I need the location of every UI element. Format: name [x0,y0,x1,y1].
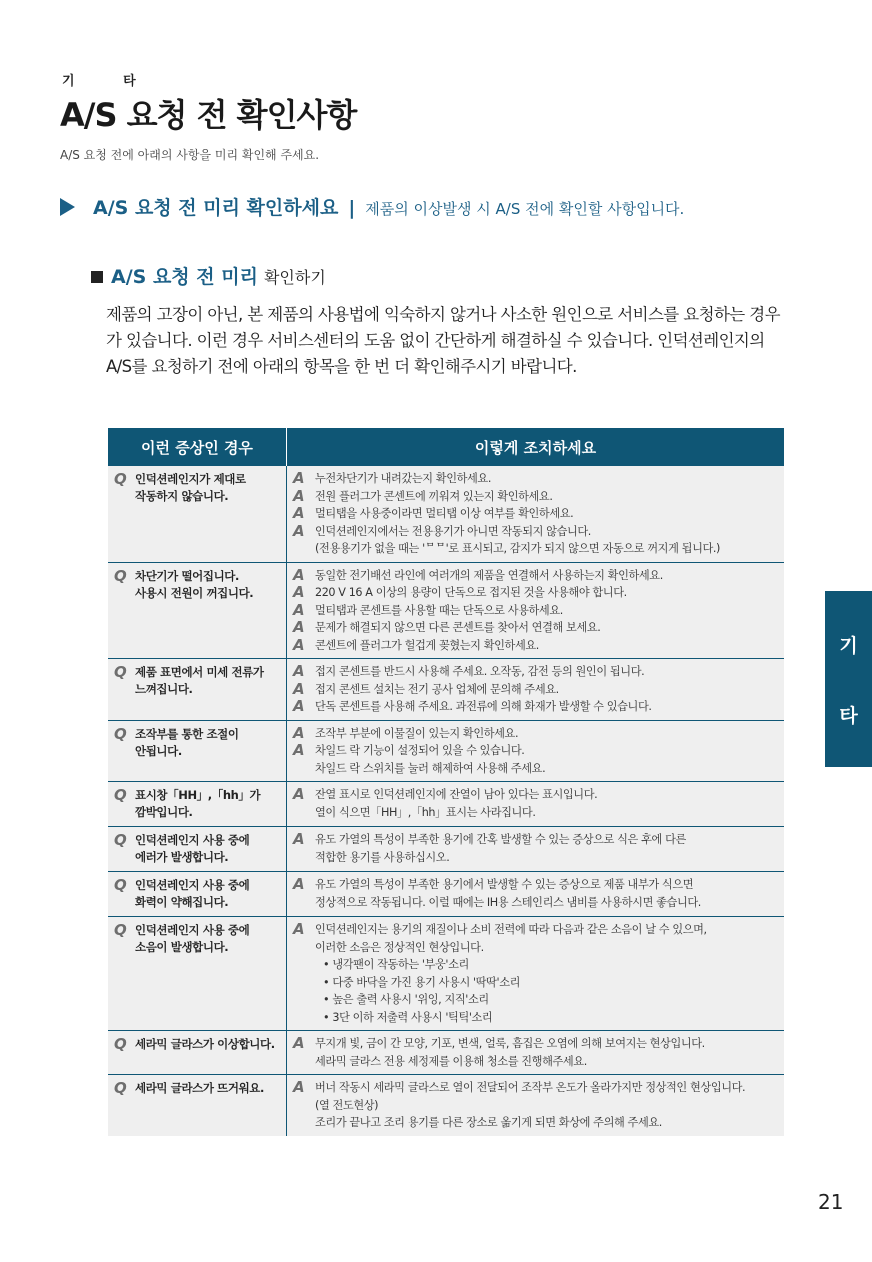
symptom-cell [108,1031,287,1074]
table-row [108,658,784,720]
answer-icon: A [293,600,305,619]
action-text: 잔열 표시로 인덕션레인지에 잔열이 남아 있다는 표시입니다. [315,788,598,801]
answer-icon: A [293,920,305,938]
answer-icon: A [293,618,305,636]
symptom-line: 인덕션레인지 사용 중에 [135,923,250,937]
symptom-line: 소음이 발생합니다. [135,940,229,954]
action-text: 전원 플러그가 콘센트에 끼워져 있는지 확인하세요. [315,489,553,503]
answer-icon: A [293,504,305,522]
action-item [293,602,780,620]
subsection-title-rest: 확인하기 [263,268,326,287]
action-item [293,921,780,939]
action-continuation: 적합한 용기를 사용하십시오. [315,850,450,864]
symptom-line: 인덕션레인지 사용 중에 [135,833,250,847]
question-icon: Q [114,786,127,804]
action-bullet: • 다중 바닥을 가진 용기 사용시 '딱딱'소리 [323,975,521,989]
action-cell [287,917,784,1030]
action-item [293,1079,780,1097]
action-cell [287,659,784,720]
action-text: 문제가 해결되지 않으면 다른 콘센트를 찾아서 연결해 보세요. [315,621,601,634]
action-item [293,619,780,637]
action-cell [287,721,784,782]
action-continuation: 조리가 끝나고 조리 용기를 다른 장소로 옮기게 되면 화상에 주의해 주세요. [315,1116,662,1129]
action-text: 인덕션레인지는 용기의 재질이나 소비 전력에 따라 다음과 같은 소음이 날 수 있으며, [315,923,707,936]
action-text: 단독 콘센트를 사용해 주세요. 과전류에 의해 화재가 발생할 수 있습니다. [315,700,652,713]
action-text: 누전차단기가 내려갔는지 확인하세요. [315,472,491,485]
symptom-cell [108,827,287,871]
table-row [108,1030,784,1074]
action-item [293,505,780,523]
action-cell [287,563,784,659]
symptom-text [135,1080,264,1097]
symptom-line: 작동하지 않습니다. [135,489,229,503]
symptom-line: 안됩니다. [135,743,182,758]
action-cell [287,1075,784,1136]
action-item [293,637,780,655]
action-item [293,584,780,602]
answer-icon: A [293,662,305,680]
symptom-line: 제품 표면에서 미세 전류가 [135,665,264,679]
question-icon: Q [114,921,127,939]
action-text: 접지 콘센트를 반드시 사용해 주세요. 오작동, 감전 등의 원인이 됩니다. [315,665,645,678]
symptom-cell [108,917,287,1030]
section-divider: | [348,197,356,219]
action-item [293,681,780,699]
header-action: 이렇게 조치하세요 [474,438,597,457]
action-text: 콘센트에 플러그가 헐겁게 꽂혔는지 확인하세요. [315,638,539,652]
table-row [108,781,784,826]
question-icon: Q [114,876,127,894]
subsection-heading [91,262,326,289]
answer-icon: A [293,723,305,742]
table-row [108,466,784,562]
table-row [108,720,784,782]
action-text: 멀티탭을 사용중이라면 멀티탭 이상 여부를 확인하세요. [315,507,574,520]
symptom-line: 인덕션레인지 사용 중에 [135,878,250,892]
subsection-title-strong: A/S 요청 전 미리 [111,266,258,288]
action-text: 인덕션레인지에서는 전용용기가 아니면 작동되지 않습니다. [315,524,591,538]
triangle-arrow-icon [60,198,75,216]
answer-icon: A [293,741,305,759]
symptom-cell [108,466,287,562]
action-cell [287,872,784,916]
action-text: 조작부 부분에 이물질이 있는지 확인하세요. [315,726,519,740]
symptom-line: 세라믹 글라스가 이상합니다. [135,1037,275,1051]
action-item [293,470,780,488]
action-item [293,567,780,585]
question-icon: Q [114,663,127,681]
symptom-text [135,568,253,602]
answer-icon: A [293,697,305,715]
answer-icon: A [293,565,305,584]
symptom-line: 인덕션레인지가 제대로 [135,472,246,486]
action-text: 무지개 빛, 금이 간 모양, 기포, 변색, 얼룩, 흠집은 오염에 의해 보여지는 현상입니다. [315,1037,705,1050]
symptom-line: 세라믹 글라스가 뜨거워요. [135,1081,264,1095]
action-text: 멀티탭과 콘센트를 사용할 때는 단독으로 사용하세요. [315,603,563,617]
action-text: 220 V 16 A 이상의 용량이 단독으로 접지된 것을 사용해야 합니다. [315,586,627,599]
answer-icon: A [293,679,305,698]
action-cell [287,466,784,562]
intro-paragraph: 제품의 고장이 아닌, 본 제품의 사용법에 익숙하지 않거나 사소한 원인으로 서비스를 요청하는 경우가 있습니다. 이런 경우 서비스센터의 도움 없이 간단하게 해결하실 수 있습니다. 인덕션레인지의 A/S를 요청하기 전에 아래의 항목을 한 번 더 확인해주시기 바랍니다. [106,305,780,376]
action-continuation: (열 전도현상) [315,1098,379,1112]
action-item [293,1035,780,1053]
table-row [108,562,784,659]
chapter-label: 기 타 [62,74,158,89]
answer-icon: A [293,469,305,487]
action-item [293,742,780,760]
question-icon: Q [114,1079,127,1097]
section-description: 제품의 이상발생 시 A/S 전에 확인할 사항입니다. [365,200,685,218]
symptom-line: 화력이 약해집니다. [135,895,229,909]
table-body [108,466,784,1136]
symptom-cell [108,721,287,782]
symptom-cell [108,563,287,659]
section-heading [60,193,800,220]
symptom-text [135,877,249,911]
action-text: 접지 콘센트 설치는 전기 공사 업체에 문의해 주세요. [315,682,559,696]
action-continuation: 열이 식으면「HH」,「hh」표시는 사라집니다. [315,805,536,819]
symptom-line: 표시창「HH」,「hh」가 [135,788,261,802]
action-continuation: (전용용기가 없을 때는 'ᄆᄆ'로 표시되고, 감지가 되지 않으면 자동으로 꺼지게 됩니다.) [315,542,720,555]
action-bullet: • 3단 이하 저출력 사용시 '틱틱'소리 [323,1010,493,1024]
symptom-cell [108,1075,287,1136]
action-text: 동일한 전기배선 라인에 여러개의 제품을 연결해서 사용하는지 확인하세요. [315,568,663,582]
action-item [293,831,780,849]
symptom-text [135,832,249,866]
answer-icon: A [293,635,305,654]
action-continuation: 차일드 락 스위치를 눌러 해제하여 사용해 주세요. [315,761,546,775]
action-item [293,786,780,804]
table-row [108,826,784,871]
symptom-line: 에러가 발생합니다. [135,850,229,864]
symptom-text [135,471,246,505]
answer-icon: A [293,875,305,893]
symptom-line: 느껴집니다. [135,682,193,696]
action-text: 유도 가열의 특성이 부족한 용기에서 발생할 수 있는 증상으로 제품 내부가 식으면 [315,878,694,891]
question-icon: Q [114,724,127,743]
symptom-cell [108,872,287,916]
action-text: 차일드 락 기능이 설정되어 있을 수 있습니다. [315,744,525,757]
symptom-text [135,726,239,760]
action-text: 버너 작동시 세라믹 글라스로 열이 전달되어 조작부 온도가 올라가지만 정상적인 현상입니다. [315,1081,746,1094]
action-bullet: • 냉각팬이 작동하는 '부웅'소리 [323,958,469,971]
chapter-side-tab [825,591,872,767]
action-item [293,876,780,894]
table-row [108,916,784,1030]
page-number: 21 [818,1190,844,1214]
answer-icon: A [293,486,305,505]
question-icon: Q [114,831,127,849]
answer-icon: A [293,785,305,803]
question-icon: Q [114,566,127,585]
page-title: A/S 요청 전 확인사항 [60,96,357,134]
table-row [108,1074,784,1136]
action-cell [287,827,784,871]
question-icon: Q [114,470,127,488]
section-title: A/S 요청 전 미리 확인하세요 [93,197,339,219]
page-subtitle: A/S 요청 전에 아래의 사항을 미리 확인해 주세요. [60,148,320,162]
answer-icon: A [293,1034,305,1052]
action-cell [287,782,784,826]
action-cell [287,1031,784,1074]
action-continuation: 이러한 소음은 정상적인 현상입니다. [315,940,484,954]
question-icon: Q [114,1035,127,1053]
action-text: 유도 가열의 특성이 부족한 용기에 간혹 발생할 수 있는 증상으로 식은 후에 다른 [315,833,686,846]
action-item [293,725,780,743]
square-bullet-icon [91,271,103,283]
symptom-line: 깜박입니다. [135,805,193,819]
answer-icon: A [293,521,305,540]
table-row [108,871,784,916]
side-tab-char-2: 타 [839,704,858,727]
answer-icon: A [293,1078,305,1096]
action-item [293,523,780,541]
symptom-line: 조작부를 통한 조절이 [135,726,239,741]
action-continuation: 세라믹 글라스 전용 세정제를 이용해 청소를 진행해주세요. [315,1054,587,1068]
symptom-cell [108,782,287,826]
table-header [108,428,784,466]
symptom-text [135,664,264,698]
symptom-line: 차단기가 떨어집니다. [135,568,239,583]
action-bullet: • 높은 출력 사용시 '위잉, 지직'소리 [323,993,489,1006]
action-continuation: 정상적으로 작동됩니다. 이럴 때에는 IH용 스테인리스 냄비를 사용하시면 좋습니다. [315,895,701,909]
action-item [293,663,780,681]
symptom-text [135,1036,275,1053]
action-item [293,698,780,716]
side-tab-char-1: 기 [839,634,858,657]
header-symptom: 이런 증상인 경우 [108,428,287,466]
symptom-cell [108,659,287,720]
troubleshooting-table [108,428,784,1136]
answer-icon: A [293,830,305,848]
symptom-text [135,922,249,956]
answer-icon: A [293,583,305,601]
action-item [293,488,780,506]
symptom-line: 사용시 전원이 꺼집니다. [135,585,254,600]
symptom-text [135,787,260,821]
